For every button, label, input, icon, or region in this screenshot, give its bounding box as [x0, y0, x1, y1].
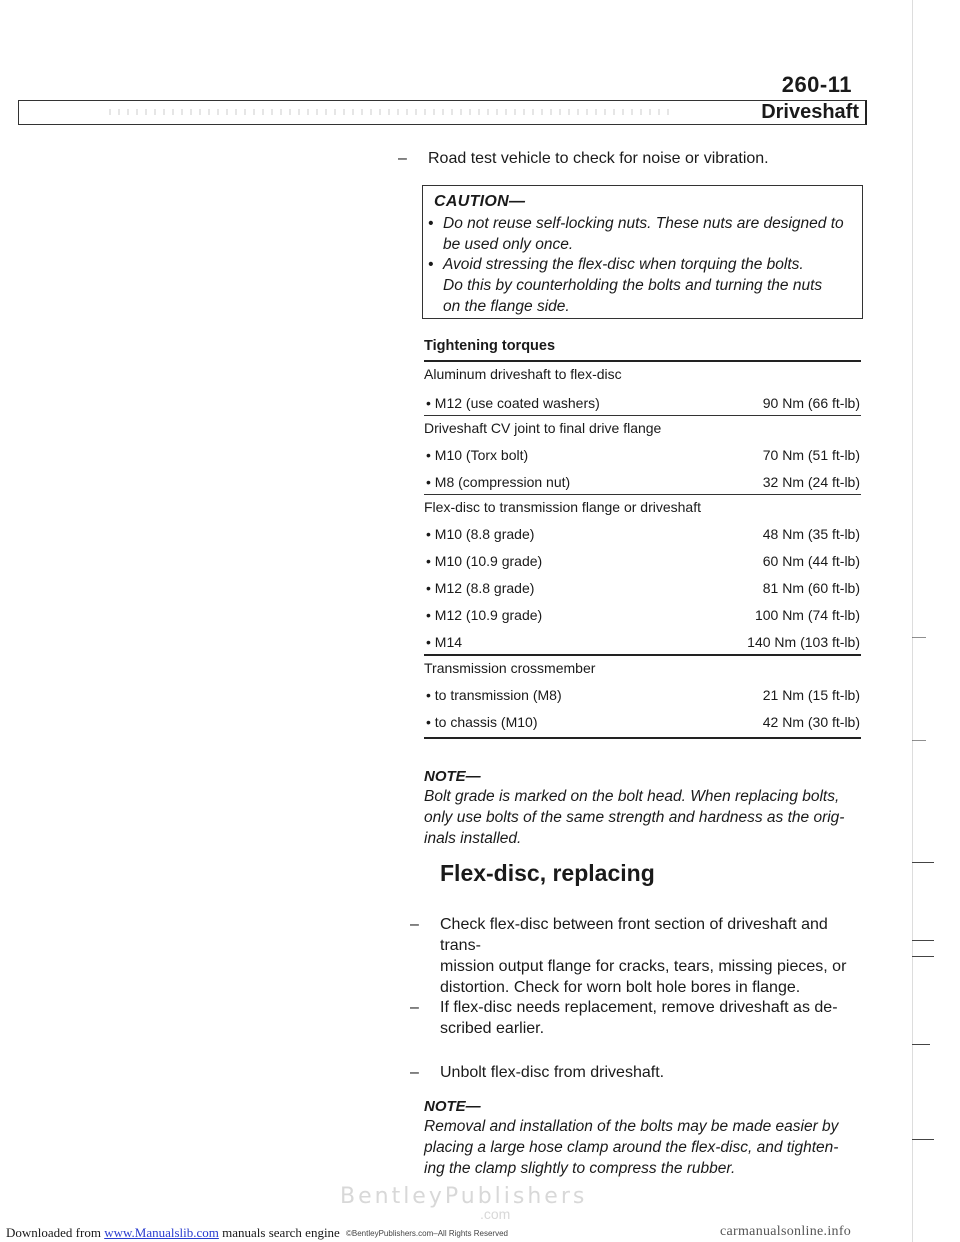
download-credit: Downloaded from www.Manualslib.com manuals search engine — [6, 1225, 340, 1240]
bullet-icon: • — [426, 687, 435, 703]
note-line: Removal and installation of the bolts may be made easier by — [424, 1118, 839, 1135]
torque-row-value: 90 Nm (66 ft-lb) — [762, 395, 860, 411]
page-edge-line — [912, 0, 913, 1242]
torque-row-label: • M12 (10.9 grade) — [426, 607, 543, 623]
bullet-icon: • — [426, 580, 435, 596]
torque-row-label: • M12 (8.8 grade) — [426, 580, 535, 596]
section-title: Driveshaft — [761, 101, 859, 123]
caution-line: Avoid stressing the flex-disc when torquing the bolts. — [443, 256, 804, 273]
torque-group-label: Aluminum driveshaft to flex-disc — [424, 366, 622, 382]
caution-line: Do this by counterholding the bolts and turning the nuts — [443, 277, 823, 294]
step-line: distortion. Check for worn bolt hole bores in flange. — [440, 979, 801, 996]
torque-row-label: • M8 (compression nut) — [426, 474, 571, 490]
table-rule — [424, 415, 861, 416]
edge-mark — [912, 1139, 934, 1140]
table-rule — [424, 494, 861, 495]
caution-line: Do not reuse self-locking nuts. These nuts are designed to — [443, 215, 844, 232]
bullet-icon: • — [426, 634, 435, 650]
caution-line: on the flange side. — [443, 298, 570, 315]
torque-row-value: 48 Nm (35 ft-lb) — [762, 526, 860, 542]
bullet-icon: • — [426, 714, 435, 730]
note-title: NOTE— — [424, 1098, 481, 1115]
copyright-text: ©BentleyPublishers.com–All Rights Reserved — [346, 1229, 508, 1238]
torque-row-label: • to transmission (M8) — [426, 687, 562, 703]
torque-group-label: Driveshaft CV joint to final drive flange — [424, 420, 662, 436]
manualslib-link[interactable]: www.Manualslib.com — [104, 1225, 219, 1240]
note-line: only use bolts of the same strength and hardness as the orig- — [424, 809, 845, 826]
torque-row-value: 100 Nm (74 ft-lb) — [754, 607, 860, 623]
torque-row-value: 32 Nm (24 ft-lb) — [762, 474, 860, 490]
torque-row-label: • to chassis (M10) — [426, 714, 538, 730]
torque-group-label: Flex-disc to transmission flange or driveshaft — [424, 499, 701, 515]
note-line: ing the clamp slightly to compress the rubber. — [424, 1160, 736, 1177]
note-body — [424, 1116, 869, 1179]
page-number: 260-11 — [781, 72, 852, 97]
step-item — [410, 997, 860, 1041]
step-line: Unbolt flex-disc from driveshaft. — [440, 1064, 665, 1081]
table-rule — [424, 737, 861, 739]
torque-row-value: 60 Nm (44 ft-lb) — [762, 553, 860, 569]
bullet-icon: • — [426, 395, 435, 411]
caution-line: be used only once. — [443, 236, 574, 253]
note-body — [424, 786, 864, 849]
torque-row-label: • M12 (use coated washers) — [426, 395, 600, 411]
torque-row-label: • M10 (Torx bolt) — [426, 447, 529, 463]
bullet-icon: • — [428, 256, 434, 273]
note-line: placing a large hose clamp around the flex-disc, and tighten- — [424, 1139, 839, 1156]
torque-row-label: • M14 — [426, 634, 463, 650]
edge-mark — [912, 862, 934, 863]
bullet-icon: • — [426, 447, 435, 463]
table-rule — [424, 654, 861, 656]
note-title: NOTE— — [424, 768, 481, 785]
caution-item — [428, 213, 858, 257]
step-dash: – — [410, 999, 419, 1016]
note-line: Bolt grade is marked on the bolt head. When replacing bolts, — [424, 788, 840, 805]
bullet-icon: • — [426, 526, 435, 542]
torque-row-value: 70 Nm (51 ft-lb) — [762, 447, 860, 463]
edge-mark — [912, 740, 926, 741]
torque-row-value: 81 Nm (60 ft-lb) — [762, 580, 860, 596]
step-line: mission output flange for cracks, tears, missing pieces, or — [440, 958, 847, 975]
step-line: If flex-disc needs replacement, remove driveshaft as de- — [440, 999, 838, 1016]
header-bar-texture — [109, 109, 669, 115]
step-item — [410, 1062, 860, 1084]
step-road-test — [398, 148, 858, 170]
section-heading: Flex-disc, replacing — [440, 860, 655, 886]
publisher-watermark: BentleyPublishers — [340, 1184, 588, 1209]
section-header-bar — [18, 100, 867, 125]
bullet-icon: • — [426, 607, 435, 623]
step-dash: – — [398, 150, 407, 167]
edge-mark — [912, 940, 934, 941]
note-line: inals installed. — [424, 830, 522, 847]
bullet-icon: • — [428, 215, 434, 232]
bullet-icon: • — [426, 474, 435, 490]
edge-mark — [912, 1044, 930, 1045]
torque-row-value: 21 Nm (15 ft-lb) — [762, 687, 860, 703]
step-dash: – — [410, 1064, 419, 1081]
step-line: scribed earlier. — [440, 1020, 545, 1037]
publisher-watermark-domain: .com — [480, 1206, 511, 1222]
step-item — [410, 914, 860, 996]
table-rule — [424, 360, 861, 362]
torque-group-label: Transmission crossmember — [424, 660, 596, 676]
torque-table-title: Tightening torques — [424, 338, 556, 354]
caution-title: CAUTION— — [434, 193, 526, 210]
torque-row-value: 42 Nm (30 ft-lb) — [762, 714, 860, 730]
bullet-icon: • — [426, 553, 435, 569]
step-text: Road test vehicle to check for noise or vibration. — [428, 150, 769, 167]
torque-row-label: • M10 (8.8 grade) — [426, 526, 535, 542]
edge-mark — [912, 637, 926, 638]
edge-mark — [912, 956, 934, 957]
source-site-text: carmanualsonline.info — [720, 1224, 852, 1239]
step-dash: – — [410, 916, 419, 933]
torque-row-label: • M10 (10.9 grade) — [426, 553, 543, 569]
torque-row-value: 140 Nm (103 ft-lb) — [747, 634, 860, 650]
step-line: Check flex-disc between front section of driveshaft and trans- — [440, 916, 828, 954]
caution-item — [428, 254, 858, 318]
